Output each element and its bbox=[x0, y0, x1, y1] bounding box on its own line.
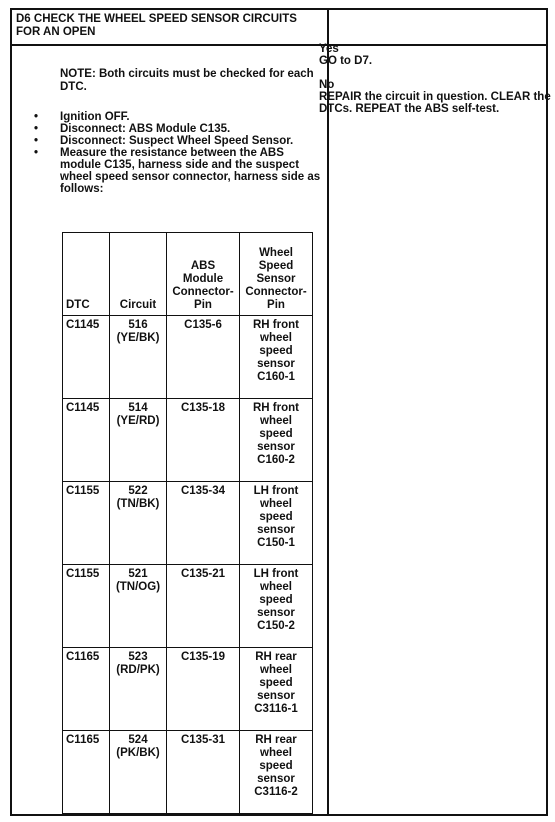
column-header-abs-pin: ABS Module Connector-Pin bbox=[167, 233, 240, 316]
procedure-cell bbox=[12, 46, 329, 814]
circuit-cell: 523 (RD/PK) bbox=[110, 648, 167, 731]
procedure-step: • Ignition OFF. bbox=[34, 111, 130, 123]
procedure-step: • Disconnect: ABS Module C135. bbox=[34, 123, 231, 135]
abs-pin-cell: C135-31 bbox=[167, 731, 240, 814]
circuit-cell: 524 (PK/BK) bbox=[110, 731, 167, 814]
no-label: No bbox=[319, 79, 335, 91]
test-step-title: D6 CHECK THE WHEEL SPEED SENSOR CIRCUITS FOR AN OPEN bbox=[12, 10, 329, 46]
abs-pin-cell: C135-34 bbox=[167, 482, 240, 565]
column-header-dtc: DTC bbox=[63, 233, 110, 316]
abs-pin-cell: C135-21 bbox=[167, 565, 240, 648]
yes-action: GO to D7. bbox=[319, 55, 373, 67]
dtc-cell: C1155 bbox=[63, 565, 110, 648]
column-header-sensor-pin: Wheel Speed Sensor Connector-Pin bbox=[240, 233, 313, 316]
results-cell bbox=[319, 43, 551, 115]
table-row bbox=[63, 482, 313, 565]
procedure-step: • Disconnect: Suspect Wheel Speed Sensor. bbox=[34, 135, 294, 147]
table-header-row bbox=[63, 233, 313, 316]
table-row bbox=[63, 399, 313, 482]
sensor-pin-cell: RH front wheel speed sensor C160-1 bbox=[240, 316, 313, 399]
bullet-icon: • bbox=[34, 111, 39, 123]
dtc-cell: C1145 bbox=[63, 316, 110, 399]
abs-pin-cell: C135-19 bbox=[167, 648, 240, 731]
pinpoint-test-frame bbox=[10, 8, 548, 816]
circuit-cell: 516 (YE/BK) bbox=[110, 316, 167, 399]
bullet-icon: • bbox=[34, 135, 39, 147]
bullet-icon: • bbox=[34, 147, 39, 159]
column-header-circuit: Circuit bbox=[110, 233, 167, 316]
circuit-cell: 514 (YE/RD) bbox=[110, 399, 167, 482]
table-row bbox=[63, 316, 313, 399]
dtc-cell: C1165 bbox=[63, 648, 110, 731]
title-right-cell bbox=[329, 10, 546, 46]
procedure-steps bbox=[32, 111, 324, 195]
abs-pin-cell: C135-6 bbox=[167, 316, 240, 399]
dtc-cell: C1165 bbox=[63, 731, 110, 814]
dtc-cell: C1145 bbox=[63, 399, 110, 482]
procedure-step: • Measure the resistance between the ABS module C135, harness side and the suspect wheel speed sensor connector, harness side as follows: bbox=[34, 147, 321, 195]
circuit-cell: 522 (TN/BK) bbox=[110, 482, 167, 565]
sensor-pin-cell: RH rear wheel speed sensor C3116-1 bbox=[240, 648, 313, 731]
sensor-pin-cell: RH rear wheel speed sensor C3116-2 bbox=[240, 731, 313, 814]
no-action: REPAIR the circuit in question. CLEAR the DTCs. REPEAT the ABS self-test. bbox=[319, 91, 551, 115]
table-row bbox=[63, 648, 313, 731]
sensor-pin-cell: LH front wheel speed sensor C150-1 bbox=[240, 482, 313, 565]
sensor-pin-cell: RH front wheel speed sensor C160-2 bbox=[240, 399, 313, 482]
dtc-cell: C1155 bbox=[63, 482, 110, 565]
sensor-pin-cell: LH front wheel speed sensor C150-2 bbox=[240, 565, 313, 648]
procedure-note: NOTE: Both circuits must be checked for each DTC. bbox=[60, 68, 314, 93]
table-row bbox=[63, 731, 313, 814]
yes-label: Yes bbox=[319, 43, 339, 55]
circuit-pin-table bbox=[62, 232, 313, 814]
bullet-icon: • bbox=[34, 123, 39, 135]
circuit-cell: 521 (TN/OG) bbox=[110, 565, 167, 648]
table-row bbox=[63, 565, 313, 648]
abs-pin-cell: C135-18 bbox=[167, 399, 240, 482]
